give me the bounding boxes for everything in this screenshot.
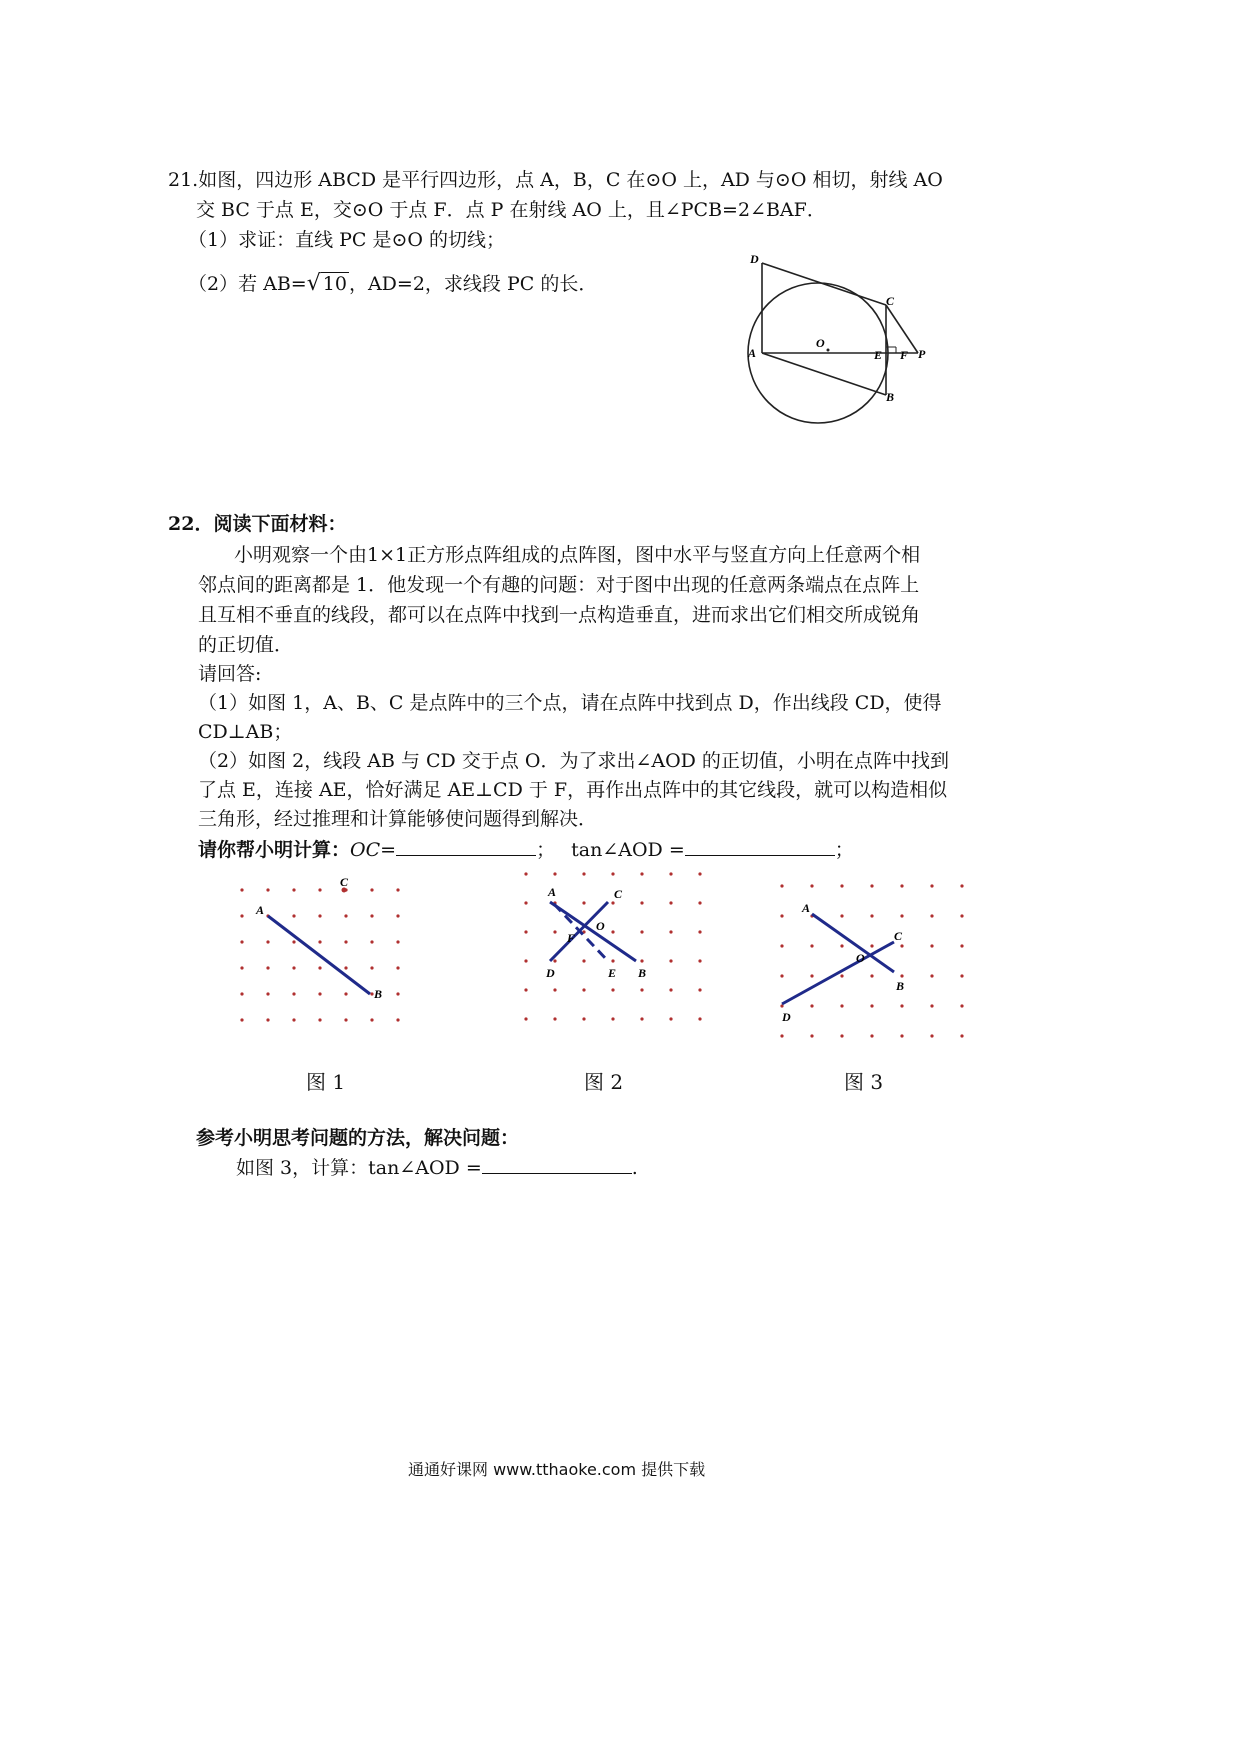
- grid-dot: [930, 974, 933, 977]
- grid-dot: [698, 872, 701, 875]
- grid-dot: [810, 884, 813, 887]
- grid-dot: [266, 940, 269, 943]
- grid-dot: [553, 930, 556, 933]
- grid-dot: [611, 988, 614, 991]
- grid-dot: [524, 901, 527, 904]
- fig1-label-B: B: [374, 987, 383, 1001]
- segment-CD-fig3: [782, 942, 894, 1004]
- grid-dot: [292, 940, 295, 943]
- grid-dot: [840, 944, 843, 947]
- q22-para1: 小明观察一个由1×1正方形点阵组成的点阵图，图中水平与竖直方向上任意两个相: [234, 544, 921, 566]
- grid-dot: [582, 1017, 585, 1020]
- grid-dot: [930, 914, 933, 917]
- grid-dot: [900, 914, 903, 917]
- fig2-label-B: B: [638, 966, 647, 980]
- grid-dot: [900, 1034, 903, 1037]
- grid-dot: [870, 914, 873, 917]
- grid-dot: [553, 1017, 556, 1020]
- calc-label: 请你帮小明计算：: [198, 839, 351, 861]
- caption-fig2: 图 2: [584, 1070, 624, 1094]
- grid-dot: [344, 914, 347, 917]
- grid-dot: [553, 872, 556, 875]
- grid-dot: [524, 959, 527, 962]
- grid-dot: [344, 966, 347, 969]
- grid-dot: [900, 1004, 903, 1007]
- grid-dot: [669, 1017, 672, 1020]
- fig2-label-A: A: [548, 885, 557, 899]
- grid-dot: [870, 1004, 873, 1007]
- grid-dot: [524, 872, 527, 875]
- grid-dot: [266, 992, 269, 995]
- grid-dot: [240, 992, 243, 995]
- grid-dot: [611, 872, 614, 875]
- grid-dot: [582, 901, 585, 904]
- ref-answer-blank[interactable]: [482, 1153, 632, 1174]
- grid-dot: [370, 888, 373, 891]
- grid-dot: [396, 914, 399, 917]
- ref-end: .: [631, 1157, 638, 1179]
- grid-dot: [266, 1018, 269, 1021]
- grid-dot: [870, 974, 873, 977]
- ref-question-text: 如图 3，计算：tan∠AOD =: [236, 1157, 482, 1179]
- grid-dot: [810, 974, 813, 977]
- caption-fig1: 图 1: [306, 1070, 346, 1094]
- q22-part1-line2: CD⊥AB；: [198, 721, 293, 743]
- grid-dot: [840, 884, 843, 887]
- grid-dot: [396, 992, 399, 995]
- grid-dot: [698, 959, 701, 962]
- q22-part1-line1: （1）如图 1，A、B、C 是点阵中的三个点，请在点阵中找到点 D，作出线段 CD，使得: [198, 692, 942, 714]
- grid-dot: [344, 1018, 347, 1021]
- grid-dot: [240, 940, 243, 943]
- grid-dot: [370, 940, 373, 943]
- oc-answer-blank[interactable]: [396, 835, 536, 856]
- grid-dot: [240, 1018, 243, 1021]
- grid-dot: [292, 888, 295, 891]
- calc-oc-label: OC=: [350, 839, 397, 861]
- fig21-label-P: P: [918, 347, 926, 361]
- grid-dot: [370, 966, 373, 969]
- q22-part2-line2: 了点 E，连接 AE，恰好满足 AE⊥CD 于 F，再作出点阵中的其它线段，就可以构造相似: [198, 779, 948, 801]
- grid-dot: [960, 974, 963, 977]
- ref-title: 参考小明思考问题的方法，解决问题：: [196, 1127, 520, 1149]
- grid-dot: [240, 888, 243, 891]
- grid-dot: [318, 888, 321, 891]
- grid-dot: [780, 974, 783, 977]
- fig21-label-A: A: [748, 346, 757, 360]
- grid-dot: [900, 974, 903, 977]
- grid-dot: [900, 944, 903, 947]
- segment-AB-fig2: [550, 902, 636, 961]
- q21-part2-suffix: ，AD=2，求线段 PC 的长．: [348, 273, 598, 295]
- footer-text: 通通好课网 www.tthaoke.com 提供下载: [408, 1460, 706, 1479]
- grid-dot: [553, 959, 556, 962]
- figure-2: [510, 858, 715, 1048]
- fig2-label-F: F: [567, 931, 576, 945]
- fig3-label-B: B: [896, 979, 905, 993]
- q21-sqrt-radicand: 10: [322, 273, 347, 295]
- grid-dot: [840, 1034, 843, 1037]
- grid-dot: [930, 1004, 933, 1007]
- grid-dot: [669, 959, 672, 962]
- grid-dot: [810, 1034, 813, 1037]
- grid-dot: [870, 944, 873, 947]
- fig3-label-C: C: [894, 929, 903, 943]
- grid-dot: [582, 959, 585, 962]
- grid-dot: [698, 930, 701, 933]
- grid-dot: [698, 1017, 701, 1020]
- q22-part2-line3: 三角形，经过推理和计算能够使问题得到解决．: [198, 808, 598, 830]
- sqrt-sign: √: [306, 271, 321, 296]
- grid-dot: [780, 944, 783, 947]
- grid-dot: [669, 872, 672, 875]
- grid-dot: [960, 914, 963, 917]
- grid-dot: [780, 914, 783, 917]
- grid-dot: [292, 966, 295, 969]
- grid-dot: [524, 930, 527, 933]
- grid-dot: [840, 1004, 843, 1007]
- figure-3: [768, 870, 978, 1050]
- grid-dot: [318, 940, 321, 943]
- grid-dot: [396, 888, 399, 891]
- fig2-label-O: O: [596, 919, 605, 933]
- grid-dot: [292, 914, 295, 917]
- grid-dot: [396, 966, 399, 969]
- fig3-label-A: A: [802, 901, 811, 915]
- grid-dot: [611, 959, 614, 962]
- grid-dot: [318, 1018, 321, 1021]
- figure-1: [228, 870, 418, 1040]
- q21-part1: （1）求证：直线 PC 是⊙O 的切线；: [188, 229, 506, 251]
- grid-dot: [698, 901, 701, 904]
- grid-dot: [396, 940, 399, 943]
- tan-answer-blank[interactable]: [685, 835, 835, 856]
- grid-dot: [640, 959, 643, 962]
- fig21-label-E: E: [874, 348, 883, 362]
- grid-dot: [582, 988, 585, 991]
- q21-part2: [188, 270, 597, 298]
- grid-dot: [344, 992, 347, 995]
- grid-dot: [611, 1017, 614, 1020]
- caption-fig3: 图 3: [844, 1070, 884, 1094]
- calc-sep: ；: [536, 839, 556, 861]
- grid-dot: [553, 988, 556, 991]
- fig1-label-C: C: [340, 875, 349, 889]
- grid-dot: [640, 988, 643, 991]
- grid-dot: [611, 930, 614, 933]
- grid-dot: [266, 888, 269, 891]
- grid-dot: [292, 1018, 295, 1021]
- grid-dot: [870, 1034, 873, 1037]
- grid-dot: [669, 988, 672, 991]
- fig21-label-B: B: [886, 390, 895, 404]
- ref-question: [236, 1153, 638, 1182]
- segment-AB-fig1: [268, 916, 370, 994]
- grid-dot: [266, 966, 269, 969]
- fig21-label-O: O: [816, 336, 825, 350]
- grid-dot: [240, 966, 243, 969]
- grid-dot: [640, 872, 643, 875]
- grid-dot: [840, 914, 843, 917]
- grid-dot: [524, 1017, 527, 1020]
- fig1-label-A: A: [256, 903, 265, 917]
- grid-dot: [669, 930, 672, 933]
- q22-title: 22．阅读下面材料：: [168, 513, 347, 535]
- grid-dot: [810, 944, 813, 947]
- grid-dot: [240, 914, 243, 917]
- grid-dot: [930, 944, 933, 947]
- grid-dot: [611, 901, 614, 904]
- q22-para3: 且互相不垂直的线段，都可以在点阵中找到一点构造垂直，进而求出它们相交所成锐角: [198, 604, 921, 626]
- calc-end: ；: [834, 839, 854, 861]
- q21-line1: 21.如图，四边形 ABCD 是平行四边形，点 A，B，C 在⊙O 上，AD 与⊙O 相切，射线 AO: [168, 169, 943, 191]
- grid-dot: [840, 974, 843, 977]
- grid-dot: [780, 1034, 783, 1037]
- grid-dot: [370, 914, 373, 917]
- q22-para4: 的正切值．: [198, 634, 294, 656]
- q21-part2-prefix: （2）若 AB=: [188, 273, 307, 295]
- grid-dot: [930, 884, 933, 887]
- grid-dot: [780, 884, 783, 887]
- fig21-label-F: F: [900, 348, 909, 362]
- grid-dot: [292, 992, 295, 995]
- q21-line2: 交 BC 于点 E，交⊙O 于点 F．点 P 在射线 AO 上，且∠PCB=2∠BAF．: [196, 199, 826, 221]
- grid-dot: [318, 914, 321, 917]
- calc-tan-label: tan∠AOD =: [571, 839, 685, 861]
- grid-dot: [524, 988, 527, 991]
- grid-dot: [640, 1017, 643, 1020]
- fig21-label-C: C: [886, 294, 895, 308]
- q22-part2-line1: （2）如图 2，线段 AB 与 CD 交于点 O．为了求出∠AOD 的正切值，小明在点阵中找到: [198, 750, 949, 772]
- grid-dot: [960, 1034, 963, 1037]
- grid-dot: [930, 1034, 933, 1037]
- grid-dot: [810, 1004, 813, 1007]
- grid-dot: [698, 988, 701, 991]
- grid-dot: [900, 884, 903, 887]
- grid-dot: [870, 884, 873, 887]
- grid-dot: [582, 872, 585, 875]
- grid-dot: [960, 1004, 963, 1007]
- grid-dot: [640, 901, 643, 904]
- grid-dot: [370, 1018, 373, 1021]
- grid-dot: [960, 884, 963, 887]
- grid-dot: [960, 944, 963, 947]
- grid-dot: [640, 930, 643, 933]
- grid-dot: [396, 1018, 399, 1021]
- fig2-label-C: C: [614, 887, 623, 901]
- fig2-label-E: E: [608, 966, 617, 980]
- fig21-label-D: D: [750, 252, 759, 266]
- grid-dot: [669, 901, 672, 904]
- grid-dot: [318, 966, 321, 969]
- fig2-label-D: D: [546, 966, 555, 980]
- q22-ask: 请回答:: [198, 663, 262, 685]
- q22-para2: 邻点间的距离都是 1．他发现一个有趣的问题：对于图中出现的任意两条端点在点阵上: [198, 574, 920, 596]
- grid-dot: [344, 940, 347, 943]
- q21-figure: [740, 245, 950, 435]
- fig3-label-D: D: [782, 1010, 791, 1024]
- grid-dot: [318, 992, 321, 995]
- fig3-label-O: O: [856, 951, 865, 965]
